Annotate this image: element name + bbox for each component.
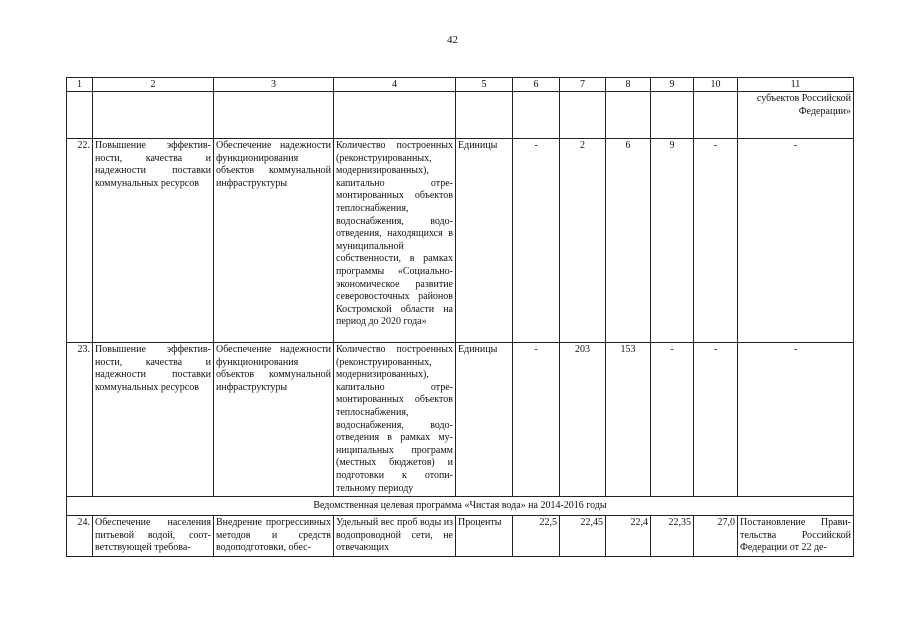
indicator-cell: Удельный вес проб воды из водопроводной сети, не отвечающих (334, 516, 456, 557)
indicator-cell: Количество построенных (реконструированных, модернизированных), капитально отремонтированных объектов теплоснабжения, водоснабжения, водоотведения в рамках муниципальных программ (местных бюджетов) и подготовки к отопительному периоду (334, 343, 456, 497)
row-number: 22. (67, 139, 93, 343)
value-cell: 203 (560, 343, 606, 497)
value-cell: - (651, 343, 694, 497)
value-cell: - (513, 343, 560, 497)
value-cell: 22,4 (606, 516, 651, 557)
column-number: 9 (651, 78, 694, 92)
unit-cell: Проценты (456, 516, 513, 557)
task-cell: Обеспечение надежности функционирования объектов коммунальной инфраструктуры (214, 343, 334, 497)
table-row (67, 139, 854, 343)
section-row (67, 497, 854, 516)
value-cell: - (738, 343, 854, 497)
table-row (67, 516, 854, 557)
row-number: 23. (67, 343, 93, 497)
value-cell: - (694, 343, 738, 497)
page-number: 42 (447, 34, 458, 46)
column-number: 5 (456, 78, 513, 92)
indicator-cell: Количество построенных (реконструированных, модернизированных), капитально отремонтированных объектов теплоснабжения, водоснабжения, водоотведения, находящихся в муниципальной собственности, в рамках программы «Социально-экономическое развитие северовосточных районов Костромской области на период до 2020 года» (334, 139, 456, 343)
goal-cell: Повышение эффективности, качества и надежности поставки коммунальных ресурсов (93, 139, 214, 343)
value-cell: 22,5 (513, 516, 560, 557)
value-cell: 22,35 (651, 516, 694, 557)
unit-cell: Единицы (456, 343, 513, 497)
value-cell: 22,45 (560, 516, 606, 557)
column-number: 6 (513, 78, 560, 92)
continuation-text: субъектов Российской Федерации» (738, 92, 854, 139)
table-row (67, 343, 854, 497)
column-number: 11 (738, 78, 854, 92)
column-number: 10 (694, 78, 738, 92)
goal-cell: Повышение эффективности, качества и надежности поставки коммунальных ресурсов (93, 343, 214, 497)
row-number: 24. (67, 516, 93, 557)
value-cell: 6 (606, 139, 651, 343)
column-number-row (67, 78, 854, 92)
value-cell: 2 (560, 139, 606, 343)
unit-cell: Единицы (456, 139, 513, 343)
section-title: Ведомственная целевая программа «Чистая вода» на 2014-2016 годы (67, 497, 854, 516)
column-number: 2 (93, 78, 214, 92)
column-number: 4 (334, 78, 456, 92)
value-cell: 9 (651, 139, 694, 343)
task-cell: Внедрение прогрессивных методов и средств водоподготовки, обес- (214, 516, 334, 557)
column-number: 1 (67, 78, 93, 92)
column-number: 3 (214, 78, 334, 92)
value-cell: 27,0 (694, 516, 738, 557)
indicators-table (66, 77, 854, 557)
column-number: 7 (560, 78, 606, 92)
task-cell: Обеспечение надежности функционирования объектов коммунальной инфраструктуры (214, 139, 334, 343)
value-cell: - (513, 139, 560, 343)
document-reference-cell: Постановление Правительства Российской Федерации от 22 де- (738, 516, 854, 557)
continuation-row (67, 92, 854, 139)
column-number: 8 (606, 78, 651, 92)
value-cell: - (694, 139, 738, 343)
goal-cell: Обеспечение населения питьевой водой, соответствующей требова- (93, 516, 214, 557)
value-cell: - (738, 139, 854, 343)
value-cell: 153 (606, 343, 651, 497)
